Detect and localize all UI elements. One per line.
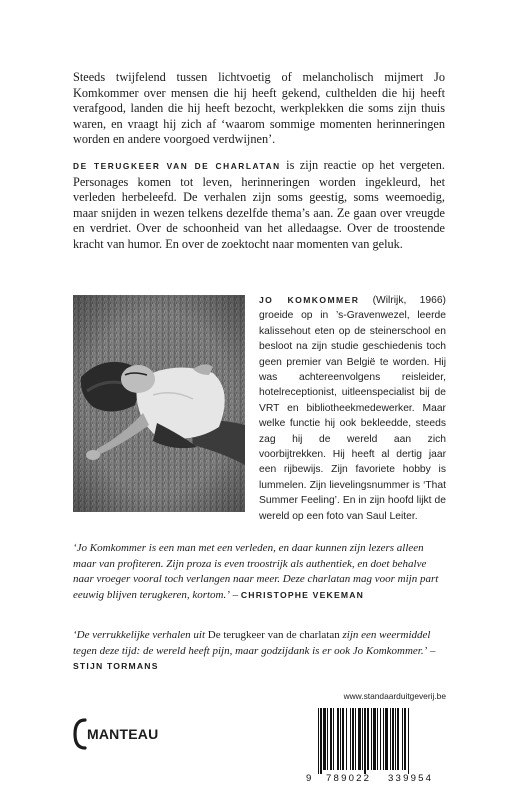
barcode-bar (408, 708, 409, 774)
barcode-bar (318, 708, 319, 774)
barcode-bar (352, 708, 354, 770)
barcode-bar (390, 708, 391, 770)
blurb-text-2-rest: is zijn reactie op het vergeten. Personages komen tot leven, herinneringen worden ingekleurd, het verleden herbeleefd. De verhalen zijn soms geestig, soms weemoedig, maar snijden in wezen telkens dezelfde thema’s aan. Ze gaan over vreugde en verdriet. Over de schoonheid van het alledaagse. Over de troostende kracht van humor. En over de zoektocht naar momenten van geluk. (73, 158, 445, 251)
isbn-digits-left: 789022 (326, 773, 372, 784)
isbn-digits (306, 773, 448, 785)
author-photo (73, 295, 245, 512)
barcode-bar (340, 708, 341, 770)
barcode-bar (350, 708, 351, 770)
barcode-bar (364, 708, 366, 774)
barcode-bar (397, 708, 399, 770)
review-quote-2 (73, 628, 445, 675)
blurb-paragraph-1 (73, 70, 445, 148)
barcode-bar (346, 708, 347, 770)
publisher-logo (72, 717, 159, 751)
barcode-bar (383, 708, 384, 770)
author-bio-text: (Wilrijk, 1966) groeide op in ’s-Gravenwezel, leerde kalissehout eten op de steinerschool en besloot na zijn studie geschiedenis toch geen premier van België te worden. Hij was achtereenvolgens reisleider, hotelreceptionist, uitleenspecialist bij de VRT en bibliotheekmedewerker. Maar welke functie hij ook bekleedde, steeds zag hij de wereld aan zich voorbijtrekken. Hij heeft al dertig jaar een rijbewijs. Zijn favoriete hobby is lummelen. Zijn lievelingsnummer is ‘That Summer Feeling’. En in zijn hoofd lijkt de wereld op een foto van Saul Leiter. (259, 295, 446, 522)
blurb-paragraph-2 (73, 158, 445, 253)
barcode-bar (333, 708, 334, 770)
barcode-bar (367, 708, 369, 770)
barcode-bar (327, 708, 328, 770)
barcode-bar (320, 708, 322, 774)
quote-1-attribution: CHRISTOPHE VEKEMAN (240, 589, 365, 600)
review-quote-1 (73, 541, 445, 603)
quote-2-text-after: zijn een weermiddel tegen deze tijd: de wereld heeft pijn, maar godzijdank is er ook Jo Komkommer.’ (73, 629, 431, 657)
barcode-bar (330, 708, 332, 770)
quote-2-dash: – (427, 644, 436, 657)
isbn-digit-lead: 9 (306, 773, 312, 784)
blurb-text-1: Steeds twijfelend tussen lichtvoetig of melancholisch mijmert Jo Komkommer over mensen die hij heeft gekend, culthelden die hij heeft verafgood, landen die hij heeft bezocht, werkplekken die soms zijn thuis waren, en vraagt hij zich af ‘waarom sommige momenten herinneringen worden en andere voorgoed verdwijnen’. (73, 70, 445, 147)
barcode-bar (323, 708, 326, 770)
barcode-bar (385, 708, 388, 770)
barcode-bars (306, 704, 448, 774)
quote-1-dash: – (229, 588, 241, 601)
barcode-bar (355, 708, 356, 770)
quote-2-attribution: STIJN TORMANS (73, 661, 159, 671)
quote-2-book-title: De terugkeer van de charlatan (207, 629, 340, 641)
publisher-url: www.standaarduitgeverij.be (343, 691, 446, 701)
barcode-bar (402, 708, 403, 770)
quote-2-text-before: ‘De verrukkelijke verhalen uit (73, 629, 208, 641)
publisher-logo-text: MANTEAU (87, 726, 159, 742)
barcode-bar (404, 708, 406, 770)
barcode-bar (380, 708, 381, 770)
barcode-bar (373, 708, 376, 770)
blurb-text-2 (73, 158, 445, 253)
barcode-bar (342, 708, 344, 770)
barcode-bar (362, 708, 363, 770)
book-title-smallcaps: DE TERUGKEER VAN DE CHARLATAN (73, 161, 281, 171)
barcode-bar (377, 708, 378, 770)
author-bio (259, 293, 446, 524)
isbn-barcode (306, 704, 448, 782)
barcode-bar (371, 708, 372, 770)
barcode-bar (392, 708, 394, 770)
barcode-bar (337, 708, 339, 770)
barcode-bar (358, 708, 361, 770)
quote-1-text: ‘Jo Komkommer is een man met een verleden, en daar kunnen zijn lezers alleen maar van profiteren. Zijn proza is even troostrijk als authentiek, en doet behalve naar vroeger vooral toch verlangen naar meer. Deze charlatan mag voor mijn part eeuwig blijven terugkeren, kortom.’ (73, 542, 439, 601)
isbn-digits-right: 339954 (388, 773, 434, 784)
barcode-bar (395, 708, 396, 770)
author-name: JO KOMKOMMER (259, 295, 360, 305)
